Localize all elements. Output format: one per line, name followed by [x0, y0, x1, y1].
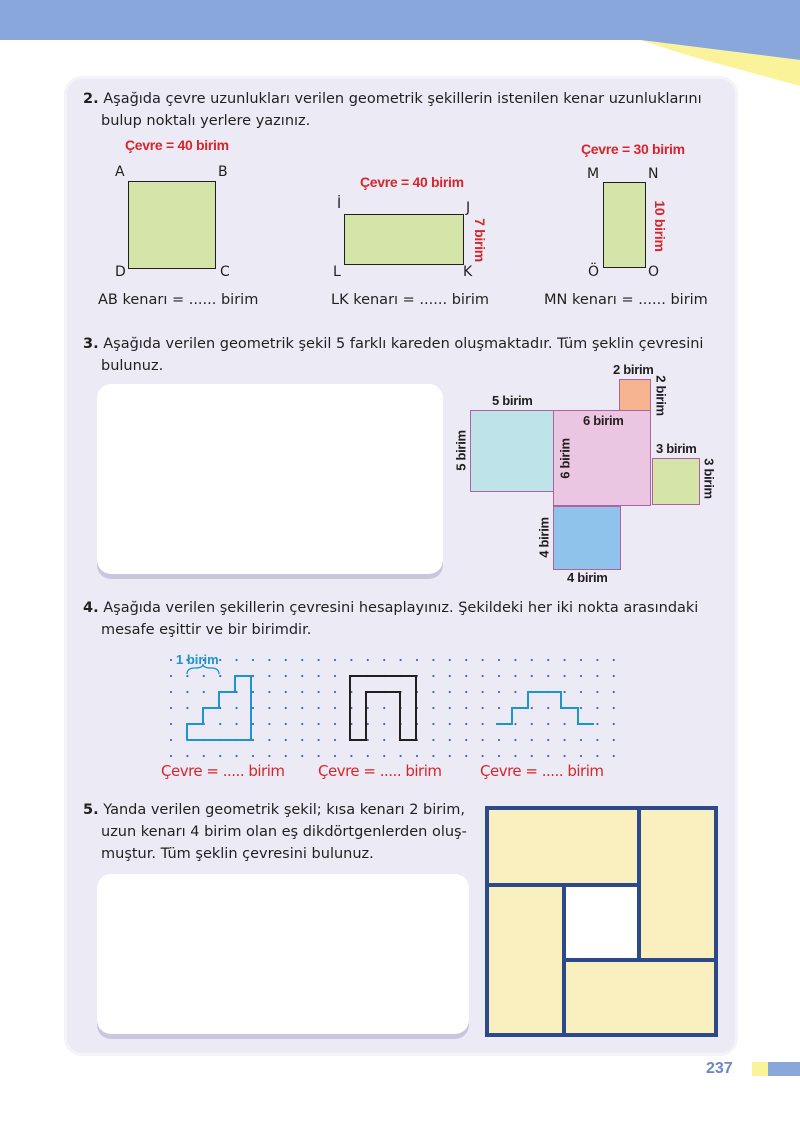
arch-figure: [350, 676, 416, 740]
grid-dot: [318, 755, 320, 757]
grid-dot: [465, 675, 467, 677]
grid-dot: [170, 723, 172, 725]
grid-dot: [564, 675, 566, 677]
grid-dot: [268, 707, 270, 709]
grid-dot: [334, 739, 336, 741]
vertex-label: J: [466, 200, 471, 216]
rectangle-ijkl: [344, 214, 464, 265]
grid-dot: [285, 739, 287, 741]
grid-dot: [580, 707, 582, 709]
grid-dot: [596, 723, 598, 725]
grid-dot: [334, 675, 336, 677]
grid-dot: [268, 755, 270, 757]
answer-line: Çevre = ..... birim: [161, 762, 285, 780]
grid-dot: [268, 675, 270, 677]
answer-box[interactable]: [97, 874, 469, 1034]
vertex-label: D: [115, 264, 126, 280]
dimension-label: 2 birim: [653, 375, 669, 416]
grid-dot: [219, 723, 221, 725]
grid-dot: [482, 707, 484, 709]
grid-dot: [531, 755, 533, 757]
answer-line: Çevre = ..... birim: [318, 762, 442, 780]
grid-dot: [432, 675, 434, 677]
grid-dot: [514, 755, 516, 757]
grid-dot: [268, 723, 270, 725]
grid-dot: [367, 659, 369, 661]
dimension-label: 4 birim: [536, 517, 552, 558]
grid-dot: [318, 739, 320, 741]
grid-dot: [350, 755, 352, 757]
staircase-figure: [187, 676, 251, 740]
grid-dot: [383, 723, 385, 725]
grid-dot: [416, 755, 418, 757]
grid-dot: [596, 675, 598, 677]
grid-dot: [547, 659, 549, 661]
rectangle-mnoo: [603, 182, 646, 268]
grid-dot: [498, 675, 500, 677]
grid-dot: [383, 707, 385, 709]
grid-dot: [268, 659, 270, 661]
vertex-label: M: [587, 166, 600, 182]
grid-dot: [449, 691, 451, 693]
answer-line: LK kenarı = ...... birim: [331, 292, 490, 308]
grid-dot: [613, 659, 615, 661]
grid-dot: [449, 659, 451, 661]
answer-line: AB kenarı = ...... birim: [98, 292, 259, 308]
grid-dot: [318, 723, 320, 725]
vertex-label: C: [220, 264, 230, 280]
grid-dot: [482, 659, 484, 661]
grid-dot: [236, 659, 238, 661]
grid-dot: [449, 675, 451, 677]
grid-dot: [449, 755, 451, 757]
grid-dot: [334, 755, 336, 757]
grid-dot: [432, 691, 434, 693]
grid-dot: [236, 755, 238, 757]
perimeter-label: Çevre = 30 birim: [581, 141, 685, 157]
vertex-label: B: [218, 164, 228, 180]
question-2-text: [83, 88, 723, 132]
grid-dot: [613, 739, 615, 741]
side-length-label: 10 birim: [652, 200, 668, 252]
grid-dot: [252, 755, 254, 757]
grid-dot: [301, 755, 303, 757]
grid-dot: [596, 707, 598, 709]
answer-box[interactable]: [97, 384, 443, 574]
grid-dot: [432, 739, 434, 741]
pyramid-figure: [496, 692, 594, 724]
question-number: 2.: [83, 91, 99, 107]
grid-dot: [252, 739, 254, 741]
grid-dot: [285, 659, 287, 661]
grid-dot: [170, 691, 172, 693]
grid-dot: [400, 755, 402, 757]
grid-dot: [203, 755, 205, 757]
square-3: [652, 458, 700, 505]
dimension-label: 3 birim: [701, 458, 717, 499]
grid-dot: [580, 755, 582, 757]
grid-dot: [285, 755, 287, 757]
grid-dot: [301, 659, 303, 661]
vertex-label: K: [463, 264, 473, 280]
grid-dot: [416, 659, 418, 661]
grid-dot: [301, 691, 303, 693]
grid-dot: [498, 707, 500, 709]
answer-line: MN kenarı = ...... birim: [544, 292, 708, 308]
grid-dot: [236, 707, 238, 709]
side-length-label: 7 birim: [472, 218, 488, 262]
grid-dot: [531, 707, 533, 709]
grid-dot: [334, 707, 336, 709]
grid-dot: [334, 691, 336, 693]
grid-dot: [514, 659, 516, 661]
grid-dot: [482, 691, 484, 693]
question-text: Aşağıda verilen şekillerin çevresini hesaplayınız. Şekildeki her iki nokta arasındaki: [103, 600, 699, 616]
grid-dot: [301, 739, 303, 741]
grid-dot: [613, 691, 615, 693]
grid-dot: [252, 675, 254, 677]
grid-dot: [465, 723, 467, 725]
grid-dot: [547, 755, 549, 757]
grid-dot: [186, 755, 188, 757]
page-tab-yellow: [752, 1062, 768, 1076]
grid-dot: [186, 691, 188, 693]
question-text: bulup noktalı yerlere yazınız.: [101, 113, 311, 129]
grid-dot: [285, 675, 287, 677]
grid-dot: [531, 723, 533, 725]
grid-dot: [564, 691, 566, 693]
grid-dot: [432, 723, 434, 725]
grid-dot: [219, 755, 221, 757]
dimension-label: 5 birim: [453, 430, 469, 471]
grid-dot: [219, 659, 221, 661]
grid-dot: [301, 723, 303, 725]
grid-dot: [318, 691, 320, 693]
grid-dot: [318, 675, 320, 677]
square-abcd: [128, 181, 216, 269]
grid-dot: [564, 659, 566, 661]
grid-dot: [596, 691, 598, 693]
square-5: [470, 410, 555, 492]
grid-dot: [170, 755, 172, 757]
vertex-label: İ: [337, 196, 342, 212]
square-4: [553, 506, 621, 570]
question-number: 4.: [83, 600, 99, 616]
grid-dot: [268, 739, 270, 741]
grid-dot: [334, 659, 336, 661]
grid-dot: [482, 755, 484, 757]
grid-dot: [318, 659, 320, 661]
grid-dot: [465, 691, 467, 693]
grid-dot: [482, 723, 484, 725]
grid-dot: [514, 723, 516, 725]
grid-dot: [564, 723, 566, 725]
grid-dot: [252, 659, 254, 661]
grid-dot: [498, 659, 500, 661]
grid-dot: [465, 739, 467, 741]
grid-dot: [498, 739, 500, 741]
grid-dot: [350, 659, 352, 661]
grid-dot: [514, 675, 516, 677]
grid-dot: [318, 707, 320, 709]
grid-dot: [482, 739, 484, 741]
grid-dot: [252, 691, 254, 693]
vertex-label: L: [333, 264, 341, 280]
grid-dot: [482, 675, 484, 677]
grid-dot: [170, 659, 172, 661]
grid-dot: [219, 675, 221, 677]
grid-dot: [580, 691, 582, 693]
grid-dot: [383, 659, 385, 661]
grid-dot: [236, 723, 238, 725]
question-text: bulunuz.: [101, 358, 164, 374]
grid-dot: [465, 755, 467, 757]
grid-dot: [531, 659, 533, 661]
grid-dot: [170, 707, 172, 709]
answer-line: Çevre = ..... birim: [480, 762, 604, 780]
page-tab-blue: [768, 1062, 800, 1076]
grid-dot: [531, 739, 533, 741]
perimeter-label: Çevre = 40 birim: [125, 137, 229, 153]
grid-dot: [596, 755, 598, 757]
grid-dot: [547, 723, 549, 725]
grid-dot: [252, 723, 254, 725]
grid-dot: [203, 675, 205, 677]
grid-dot: [564, 739, 566, 741]
grid-dot: [301, 675, 303, 677]
grid-dot: [465, 659, 467, 661]
grid-dot: [432, 659, 434, 661]
grid-dot: [285, 707, 287, 709]
dimension-label: 3 birim: [656, 441, 697, 456]
page-number: 237: [706, 1060, 733, 1077]
vertex-label: A: [115, 164, 125, 180]
grid-dot: [547, 707, 549, 709]
grid-dot: [367, 755, 369, 757]
question-5-text: [83, 799, 483, 865]
dimension-label: 6 birim: [583, 413, 624, 428]
question-4-text: [83, 597, 733, 641]
question-number: 3.: [83, 336, 99, 352]
grid-dot: [400, 659, 402, 661]
grid-dot: [334, 723, 336, 725]
dimension-label: 2 birim: [613, 362, 654, 377]
grid-dot: [367, 723, 369, 725]
grid-dot: [580, 675, 582, 677]
vertex-label: Ö: [588, 264, 600, 280]
grid-dot: [432, 707, 434, 709]
grid-dot: [252, 707, 254, 709]
dimension-label: 5 birim: [492, 393, 533, 408]
grid-dot: [514, 691, 516, 693]
grid-dot: [613, 755, 615, 757]
grid-dot: [301, 707, 303, 709]
grid-dot: [186, 707, 188, 709]
grid-dot: [383, 739, 385, 741]
grid-dot: [432, 755, 434, 757]
pinwheel-rectangles-figure: [484, 805, 720, 1039]
question-text: muştur. Tüm şeklin çevresini bulunuz.: [101, 846, 374, 862]
grid-dot: [498, 755, 500, 757]
grid-dot: [613, 675, 615, 677]
grid-dot: [547, 675, 549, 677]
square-2: [619, 379, 651, 412]
grid-dot: [580, 739, 582, 741]
grid-dot: [580, 659, 582, 661]
grid-dot: [547, 739, 549, 741]
question-text: Aşağıda verilen geometrik şekil 5 farklı kareden oluşmaktadır. Tüm şeklin çevresini: [103, 336, 704, 352]
grid-dot: [531, 675, 533, 677]
grid-dot: [449, 707, 451, 709]
grid-dot: [596, 739, 598, 741]
question-text: uzun kenarı 4 birim olan eş dikdörtgenlerden oluş-: [101, 824, 467, 840]
grid-dot: [465, 707, 467, 709]
dimension-label: 4 birim: [567, 570, 608, 585]
grid-dot: [498, 691, 500, 693]
grid-dot: [170, 739, 172, 741]
question-text: mesafe eşittir ve bir birimdir.: [101, 622, 312, 638]
grid-dot: [203, 691, 205, 693]
grid-dot: [613, 707, 615, 709]
grid-dot: [285, 723, 287, 725]
grid-dot: [514, 739, 516, 741]
vertex-label: N: [648, 166, 659, 182]
grid-dot: [285, 691, 287, 693]
grid-dot: [367, 707, 369, 709]
grid-dot: [449, 739, 451, 741]
grid-dot: [367, 739, 369, 741]
dot-grid-figures: [160, 650, 620, 762]
grid-dot: [383, 755, 385, 757]
grid-dot: [170, 675, 172, 677]
grid-dot: [268, 691, 270, 693]
dimension-label: 6 birim: [557, 438, 573, 479]
unit-label: 1 birim: [176, 652, 219, 667]
question-number: 5.: [83, 802, 99, 818]
perimeter-label: Çevre = 40 birim: [360, 174, 464, 190]
grid-dot: [596, 659, 598, 661]
question-text: Yanda verilen geometrik şekil; kısa kenarı 2 birim,: [103, 802, 465, 818]
question-text: Aşağıda çevre uzunlukları verilen geometrik şekillerin istenilen kenar uzunluklarını: [103, 91, 702, 107]
grid-dot: [613, 723, 615, 725]
grid-dot: [449, 723, 451, 725]
vertex-label: O: [648, 264, 660, 280]
grid-dot: [186, 675, 188, 677]
grid-dot: [564, 755, 566, 757]
